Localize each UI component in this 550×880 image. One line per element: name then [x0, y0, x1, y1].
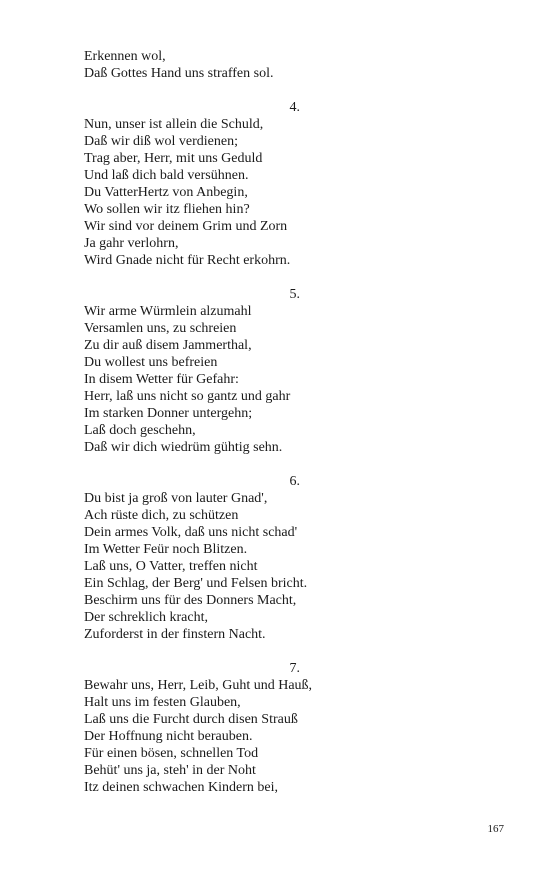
poem-line: Bewahr uns, Herr, Leib, Guht und Hauß,: [84, 678, 313, 693]
stanza-gap: [84, 82, 384, 99]
poem-text: [84, 48, 384, 796]
poem-line: Versamlen uns, zu schreien: [84, 321, 237, 336]
poem-line: Erkennen wol,: [84, 49, 166, 64]
poem-line: Der Hoffnung nicht berauben.: [84, 729, 253, 744]
stanza-gap: [84, 456, 384, 473]
poem-line: Ja gahr verlohrn,: [84, 236, 179, 251]
poem-line: Wir sind vor deinem Grim und Zorn: [84, 219, 288, 234]
poem-line: Im starken Donner untergehn;: [84, 406, 253, 421]
poem-line: Wo sollen wir itz fliehen hin?: [84, 202, 250, 217]
poem-line: Trag aber, Herr, mit uns Geduld: [84, 151, 263, 166]
poem-line: Du wollest uns befreien: [84, 355, 218, 370]
poem-line: Ein Schlag, der Berg' und Felsen bricht.: [84, 576, 308, 591]
poem-line: Wir arme Würmlein alzumahl: [84, 304, 252, 319]
poem-line: Ach rüste dich, zu schützen: [84, 508, 239, 523]
poem-line: Du VatterHertz von Anbegin,: [84, 185, 248, 200]
poem-line: Daß wir dich wiedrüm gühtig sehn.: [84, 440, 283, 455]
poem-line: Nun, unser ist allein die Schuld,: [84, 117, 264, 132]
poem-line: In disem Wetter für Gefahr:: [84, 372, 239, 387]
poem-line: Der schreklich kracht,: [84, 610, 208, 625]
poem-line: Laß uns die Furcht durch disen Strauß: [84, 712, 298, 727]
poem-line: Du bist ja groß von lauter Gnad',: [84, 491, 268, 506]
stanza-number: 7.: [289, 661, 300, 676]
stanza-number: 5.: [289, 287, 300, 302]
poem-line: Und laß dich bald versühnen.: [84, 168, 249, 183]
poem-line: Für einen bösen, schnellen Tod: [84, 746, 259, 761]
poem-line: Laß uns, O Vatter, treffen nicht: [84, 559, 258, 574]
stanza-number: 4.: [289, 100, 300, 115]
poem-line: Beschirm uns für des Donners Macht,: [84, 593, 297, 608]
stanza-gap: [84, 643, 384, 660]
poem-line: Zuforderst in der finstern Nacht.: [84, 627, 266, 642]
poem-line: Zu dir auß disem Jammerthal,: [84, 338, 252, 353]
poem-line: Daß Gottes Hand uns straffen sol.: [84, 66, 274, 81]
poem-line: Laß doch geschehn,: [84, 423, 196, 438]
poem-line: Dein armes Volk, daß uns nicht schad': [84, 525, 298, 540]
poem-line: Halt uns im festen Glauben,: [84, 695, 241, 710]
page-number: 167: [487, 823, 504, 835]
poem-line: Im Wetter Feür noch Blitzen.: [84, 542, 248, 557]
poem-line: Itz deinen schwachen Kindern bei,: [84, 780, 278, 795]
poem-line: Daß wir diß wol verdienen;: [84, 134, 238, 149]
poem-line: Wird Gnade nicht für Recht erkohrn.: [84, 253, 291, 268]
poem-line: Behüt' uns ja, steh' in der Noht: [84, 763, 256, 778]
stanza-number: 6.: [289, 474, 300, 489]
stanza-gap: [84, 269, 384, 286]
poem-line: Herr, laß uns nicht so gantz und gahr: [84, 389, 291, 404]
